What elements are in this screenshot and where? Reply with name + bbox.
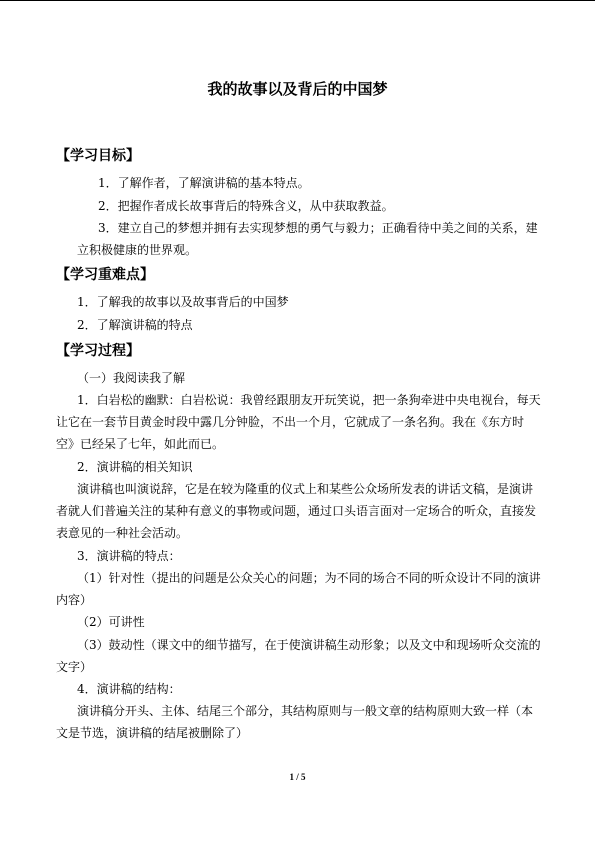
process-paragraph-3-line-2: 者就人们普遍关注的某种有意义的事物或问题，通过口头语言面对一定场合的听众，直接发 [56,504,537,518]
process-heading: 【学习过程】 [56,343,140,359]
process-paragraph-5-line-1: （1）针对性（提出的问题是公众关心的问题；为不同的场合不同的听众设计不同的演讲 [77,571,541,585]
objective-item-1: 1．了解作者，了解演讲稿的基本特点。 [98,176,310,190]
objective-item-3-line-1: 3．建立自己的梦想并拥有去实现梦想的勇气与毅力；正确看待中美之间的关系，建 [98,221,538,235]
key-point-item-1: 1．了解我的故事以及故事背后的中国梦 [77,295,289,309]
process-paragraph-1-line-2: 让它在一套节目黄金时段中露几分钟脸，不出一个月，它就成了一条名狗。我在《东方时 [56,415,525,429]
page-number: 1 / 5 [289,772,306,782]
process-paragraph-2: 2．演讲稿的相关知识 [77,460,193,474]
process-subheading-1: （一）我阅读我了解 [77,371,186,385]
process-paragraph-1-line-3: 空》已经呆了七年，如此而已。 [56,437,225,451]
objectives-heading: 【学习目标】 [56,148,140,164]
process-paragraph-4: 3．演讲稿的特点： [77,549,181,563]
document-title: 我的故事以及背后的中国梦 [207,80,388,98]
process-paragraph-8: 4．演讲稿的结构： [77,682,181,696]
process-paragraph-6: （2）可讲性 [77,615,145,629]
process-paragraph-9-line-1: 演讲稿分开头、主体、结尾三个部分，其结构原则与一般文章的结构原则大致一样（本 [77,704,534,718]
key-points-heading: 【学习重难点】 [56,267,154,283]
process-paragraph-5-line-2: 内容） [56,593,93,607]
process-paragraph-3-line-1: 演讲稿也叫演说辞，它是在较为隆重的仪式上和某些公众场所发表的讲话文稿，是演讲 [77,482,534,496]
process-paragraph-3-line-3: 表意见的一种社会活动。 [56,526,189,540]
objective-item-2: 2．把握作者成长故事背后的特殊含义，从中获取教益。 [98,199,394,213]
process-paragraph-9-line-2: 文是节选，演讲稿的结尾被删除了） [56,726,249,740]
process-paragraph-7-line-1: （3）鼓动性（课文中的细节描写，在于使演讲稿生动形象；以及文中和现场听众交流的 [77,638,541,652]
process-paragraph-1-line-1: 1．白岩松的幽默：白岩松说：我曾经跟朋友开玩笑说，把一条狗牵进中央电视台，每天 [77,393,541,407]
key-point-item-2: 2．了解演讲稿的特点 [77,318,193,332]
objective-item-3-line-2: 立积极健康的世界观。 [77,243,198,257]
process-paragraph-7-line-2: 文字） [56,660,93,674]
top-border [0,0,595,1]
